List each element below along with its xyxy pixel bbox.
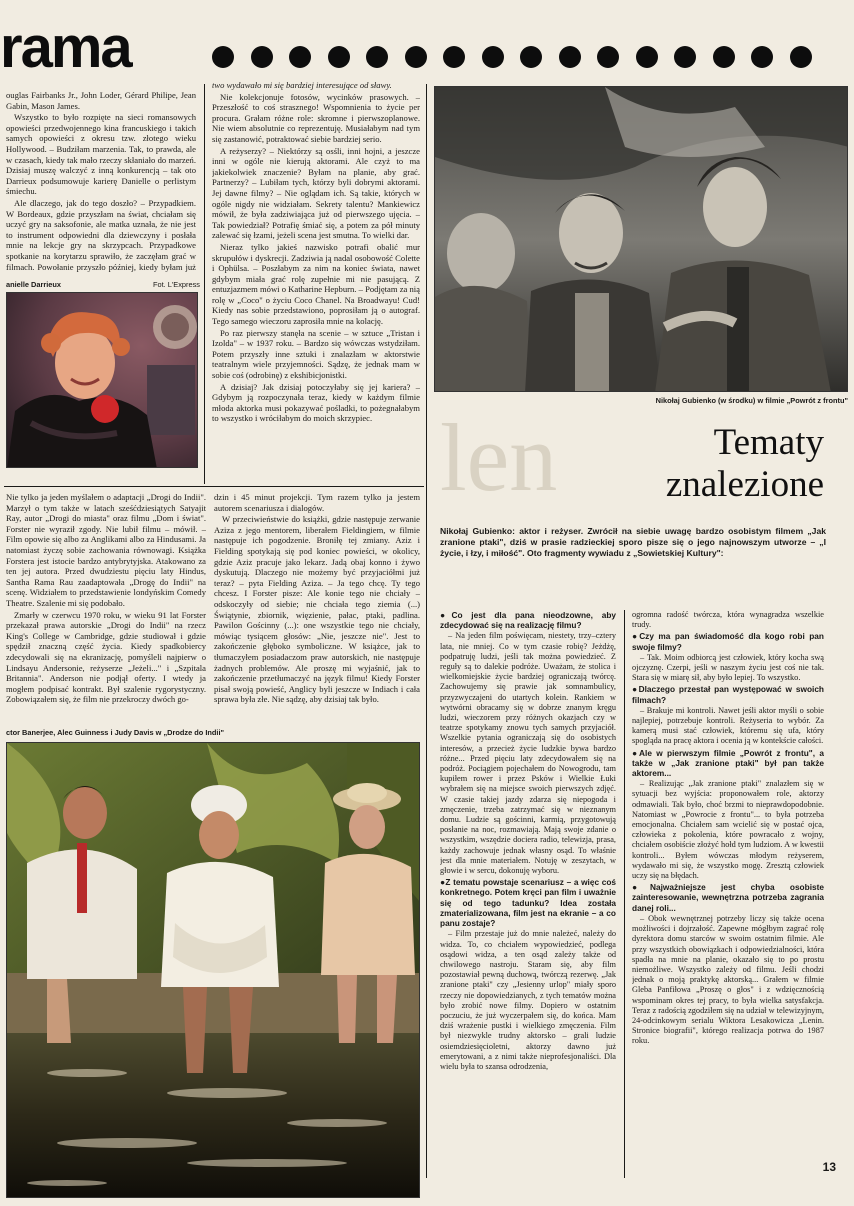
masthead-dots: [212, 46, 812, 70]
darrieux-photo-image: [7, 293, 198, 468]
passage-column-d: [214, 492, 420, 716]
body-paragraph: Po raz pierwszy stanęła na scenie – w sztuce „Tristan i Izolda" – w 1937 roku. – Bardzo się wówczas wstydziłam. Potem przyszły inne sztuki i znalazłam w aktorstwie teatralnym wiele przyjemności. Sądzę, że jednak mam w sobie coś (odrobinę) z ekshibicjonistki.: [212, 327, 420, 381]
dot-icon: [482, 46, 504, 68]
interview-answer: ogromna radość twórcza, która wynagradza wszelkie trudy.: [632, 610, 824, 630]
section-title: rama: [0, 15, 131, 80]
dot-icon: [790, 46, 812, 68]
dot-icon: [289, 46, 311, 68]
dot-icon: [636, 46, 658, 68]
gubienko-column-b: [632, 610, 824, 1160]
page-divider: [426, 84, 427, 1178]
body-paragraph: Ale dlaczego, jak do tego doszło? – Przypadkiem. W Bordeaux, gdzie przyszłam na świat, chciałam się uczyć gry na saksofonie, ale matka uznała, że nie jest to instrument odpowiedni dla dziewczyny i posłała mnie na lekcje gry na skrzypcach. Przypadkowe spotkanie na korytarzu sprawiło, że zaczęłam grać w filmach. Powołanie przyszło później, kiedy byłam już: [6, 197, 196, 272]
article-headline-line1: Tematy: [713, 422, 824, 463]
photo-caption: ctor Banerjee, Alec Guinness i Judy Davis w „Drodze do Indii": [6, 728, 225, 737]
body-paragraph: Nie tylko ja jeden myślałem o adaptacji „Drogi do Indii". Marzył o tym także w latach sześćdziesiątych Satyajit Ray, autor „Drogi do miasta" oraz filmu „Dom i świat". Forster nie wyraził zgody. Nie lubił filmu – mówił. – Film opowie się albo za Anglikami albo za Hindusami. Ja natomiast życzę sobie zachowania równowagi. Książka Forstera jest istocie bardzo antybrytyjska. Atakowano za ten jej autora. Przed dwudziestu pięciu laty Hindus, Santha Rama Rau zaadaptowała „Drogę do Indii" na scenę. Widziałem to przedstawienie londyńskim Comedy Theatre. Szalenie mi się podobało.: [6, 492, 206, 608]
column-divider: [624, 610, 625, 1178]
interview-question: ● Dlaczego przestał pan występować w swoich filmach?: [632, 684, 824, 704]
column-divider: [204, 84, 205, 484]
dot-icon: [443, 46, 465, 68]
horizontal-divider: [4, 486, 424, 487]
darrieux-photo: [6, 292, 198, 468]
article-headline-line2: znalezione: [665, 464, 824, 505]
dot-icon: [559, 46, 581, 68]
darrieux-column-1: [6, 90, 196, 274]
gubienko-photo: [434, 86, 848, 392]
dot-icon: [713, 46, 735, 68]
interview-answer: – Brakuje mi kontroli. Nawet jeśli aktor myśli o sobie najlepiej, potrzebuje kontroli. Reżyseria to wybór. Za kamerą musi stać człowiek, któremu się ufa, który spogląda na pracę aktora i ocenia ją w kontekście całości.: [632, 705, 824, 746]
body-paragraph: Zmarły w czerwcu 1970 roku, w wieku 91 lat Forster przekazał prawa autorskie „Drogi do Indii" na rzecz King's College w Cambridge, gdzie studiował i gdzie spędził znaczną część życia. Kiedy spadkobiercy zdecydowali się na ekranizację, pomyśleli najpierw o Lindsayu Andersonie, reżyserze „Jeżeli..." i „Szpitala Britannia". Anderson nie podjął oferty. I wtedy ja mogłem podpisać kontrakt. Był szalenie rygorystyczny. Zobowiązałem się, że film nie przekroczy dwóch go-: [6, 609, 206, 705]
body-paragraph: A dzisiaj? Jak dzisiaj potoczyłaby się jej kariera? – Gdybym ją rozpoczynała teraz, kiedy w każdym filmie młoda aktorka musi pokazywać pośladki, to pożegnałabym to wszystko i wróciłabym do moich skrzypiec.: [212, 381, 420, 424]
article-lead: Nikołaj Gubienko: aktor i reżyser. Zwrócił na siebie uwagę bardzo osobistym filmem „Jak zranione ptaki", dziś w prasie radzieckiej sporo pisze się o jego najnowszym utworze – „I życie, i łzy, i miłość". Oto fragmenty wywiadu z „Sowietskiej Kultury":: [440, 526, 826, 558]
body-paragraph: Wszystko to było rozpięte na sieci romansowych opowieści przedwojennego kina francuskiego i takich samych opowieści z okresu tzw. złotego wieku Hollywood. – Budziłam marzenia. Tak, to prawda, ale w czasach, kiedy tak mało rzeczy skłaniało do marzeń. Dzisiaj muszę walczyć z inną konkurencją – tak oto Darrieux podsumowuje karierę Danielle o perlistym śmiechu.: [6, 112, 196, 197]
body-paragraph: dzin i 45 minut projekcji. Tym razem tylko ja jestem autorem scenariusza i dialogów.: [214, 492, 420, 513]
photo-caption: Nikołaj Gubienko (w środku) w filmie „Powrót z frontu": [655, 396, 848, 405]
body-paragraph: ouglas Fairbanks Jr., John Loder, Gérard Philipe, Jean Gabin, Mason James.: [6, 90, 196, 111]
interview-answer: – Film przestaje już do mnie należeć, należy do widza. To, co chciałem wypowiedzieć, podlega osądowi widza, a ten osąd zależy także od chwilowego nastroju. Staram się, aby film pozostawiał pewną duchową, twórczą rezerwę. „Jak zranione ptaki" czy „Jesienny urlop" miały sporo rzeczy nie dopowiedzianych, z tych tematów można było zrobić nowe filmy. Dopiero w ostatnim poczuciu, że już wyczerpałem się, do końca. Mam dziś wrażenie pustki i wielkiego zmęczenia. Film był niezwykle trudny aktorsko – grali ludzie osiemdziesięcioletni, aktorzy dawno już emerytowani, a z nimi także nieprofesjonaliści. Dla wielu była to szansa odrodzenia,: [440, 929, 616, 1071]
dot-icon: [212, 46, 234, 68]
gubienko-photo-image: [435, 87, 848, 392]
body-paragraph: two wydawało mi się bardziej interesujące od sławy.: [212, 80, 392, 90]
interview-question: ● Co jest dla pana nieodzowne, aby zdecydować się na realizację filmu?: [440, 610, 616, 630]
body-paragraph: A reżyserzy? – Niektórzy są osśli, inni hojni, a jeszcze inni w ogóle nie kierują aktorami. Ale czyż to ma jakiekolwiek znaczenie? Byłam na planie, aby grać. Partnerzy? – Lubiłam tych, którzy byli dobrymi aktorami. Jej dawne filmy? – Nie oglądam ich. Są takie, których w ogóle nigdy nie widziałam. Sekrety talentu? Mankiewicz mówił, że była zadziwiająca już od pierwszego ujęcia. – Tak powiedział? Potrafię śmiać się, a potem za pół minuty zalewać się łzami, jeżeli scena jest smutna. To wielki dar.: [212, 145, 420, 241]
dot-icon: [751, 46, 773, 68]
body-paragraph: Nie kolekcjonuje fotosów, wycinków prasowych. – Przeszłość to coś strasznego! Wspomnienia to życie per procura. Grałam różne role: skromne i pierwszoplanowe. Nie wiem absolutnie co reprezentuję. Musiałabym nad tym się zastanowić, potraktować siebie bardziej serio.: [212, 91, 420, 144]
dot-icon: [328, 46, 350, 68]
dot-icon: [674, 46, 696, 68]
headline-watermark: len: [440, 404, 558, 511]
interview-answer: – Realizując „Jak zranione ptaki" znalazłem się w sytuacji bez wyjścia: proponowałem role, aktorzy odmawiali. Tak było, choć brzmi to nieprawdopodobnie. Natomiast w „Powrocie z frontu"... to była potrzeba emocjonalna. Chciałem sam wcielić się w postać ojca, człowieka z pokolenia, które powracało z wojny, chciałem osobiście złożyć hołd tym ludziom. A w kwestii kontroli... Byłem wówczas młodym reżyserem, wydawało mi się, że wszystko mogę. Zresztą człowiek uczy się na błędach.: [632, 779, 824, 881]
interview-question: ● Ale w pierwszym filmie „Powrót z frontu", a także w „Jak zranione ptaki" był pan także aktorem...: [632, 748, 824, 779]
page-number: 13: [822, 1160, 836, 1174]
dot-icon: [597, 46, 619, 68]
interview-answer: – Obok wewnętrznej potrzeby liczy się także ocena możliwości i dojrzałość. Zapewne mógłbym zagrać rolę dyrektora domu starców w swoim ostatnim filmie. Ale przy wszystkich obowiązkach i odpowiedzialności, która spadła na mnie na planie, okazało się to po prostu niemożliwe. Wszystko zależy od filmu. Jeśli chodzi jednak o moją praktykę aktorską... Grałem w filmie Gleba Panfiłowa „Proszę o głos" i z wdzięcznością wspominam okres tej pracy, to była wielka satysfakcja. Teraz z radością zgodziłem się na udział w telewizyjnym, 24-odcinkowym serialu Wiktora Lesakowicza „Lenin. Stronice biografii", którego realizacja potrwa do 1987 roku.: [632, 913, 824, 1046]
body-paragraph: Nieraz tylko jakieś nazwisko potrafi obalić mur skrupułów i dyskrecji. Zadziwia ją nadal osobowość Colette i Ophülsa. – Poszłabym za nim na koniec świata, nawet gdybym miała grać rolę zupełnie mi nie pasującą. Z entuzjazmem mówi o Katharine Hepburn. – Podjętam za nią rolę w „Coco" o życiu Coco Chanel. Na Broadwayu! Cud! Kiedy nas sobie przedstawiono, poprosiłam ją o autograf. Tego samego wieczoru zaprosiła mnie na kolację.: [212, 241, 420, 327]
dot-icon: [405, 46, 427, 68]
interview-question: ● Czy ma pan świadomość dla kogo robi pan swoje filmy?: [632, 631, 824, 651]
dot-icon: [251, 46, 273, 68]
interview-question: ● Z tematu powstaje scenariusz – a więc coś konkretnego. Potem kręci pan film i uważnie się od tego tadunku? Idea została zmaterializowana, film jest na ekranie – a co panu zostaje?: [440, 877, 616, 928]
interview-answer: – Na jeden film poświęcam, niestety, trzy–cztery lata, nie mniej. Co w tym czasie robię? Jeżdżę, podpatruję ludzi, jeśli tak można powiedzieć. Z reguły są to dalekie podróże. Uważam, że stolica i wielkomiejskie życie bardziej ograniczają twórcę. Zachowujemy się prawie jak somnambulicy, przyzwyczajeni do utartych kolein. Rankiem w wytwórni obracamy się w dobrze znanym kręgu ludzi, wieczorem przy różnych okazjach czy w teatrze spotykamy znowu tych samych przyjaciół. Wszelkie pytania ograniczają się do osobistych interesów, a przecież życie ludzkie bywa bardzo różne... Przed pięciu laty zdecydowałem się na podróż. Pociągiem pojechałem do Nowogrodu, tam kupiłem rower i przez Psków i Wielkie Łuki wybrałem się na miejsce swoich pierwszych zdjęć. W czasie takiej jazdy zdarza się niepogoda i zmęczenie, trzeba zatrzymać się w nieznanym domu. Ludzie są gościnni, karmią, przygotowują posłanie na noc, rozmawiają. Mają swoje zdanie o wszystkim, wszędzie dociera radio, telewizja, prasa, każdy zachowuje jednak własny osąd. To właśnie jest dla mnie materiałem. Notuję w zeszytach, w głowie i w sercu, dokonuję wyboru.: [440, 631, 616, 876]
interview-question: ● Najważniejsze jest chyba osobiste zainteresowanie, wewnętrzna potrzeba zagrania danej roli...: [632, 882, 824, 913]
photo-credit: Fot. L'Express: [152, 280, 200, 289]
passage-column-c: [6, 492, 206, 716]
dot-icon: [366, 46, 388, 68]
interview-answer: – Tak. Moim odbiorcą jest człowiek, który kocha swą ojczyznę. Czerpi, jeśli w naszym życiu jest coś nie tak. Stara się w miarę sił, aby było lepiej. To wszystko.: [632, 652, 824, 683]
dot-icon: [520, 46, 542, 68]
passage-to-india-image: [7, 743, 420, 1198]
darrieux-column-2: [212, 80, 420, 478]
passage-to-india-photo: [6, 742, 420, 1198]
body-paragraph: W przeciwieństwie do książki, gdzie następuje zerwanie Aziza z jego mentorem, liberałem Fieldingiem, w filmie następuje ich pogodzenie. Broniłę tej zmiany. Aziz i Fielding spotykają się pod koniec powieści, w okolicy, gdzie Aziz pracuje jako lekarz. Jadą obaj konno i żywo dyskutują. Dlaczego nie możemy być przyjaciółmi już teraz? – pyta Fielding Aziza. – Ja tego chcę. Ty tego chcesz. I Forster pisze: Ale konie tego nie chciały – odskoczyły od siebie; nie chciała tego ziemia (...) Świątynie, zbiornik, więzienie, pałac, ptaki, padlina. Pawilon Gościnny (...): one wszystkie tego nie chciały, mówiąc tysiącem głosów: „Nie, jeszcze nie". Jest to zakończenie głęboko symboliczne. W książce, jak to tłumaczyłem posiadaczom praw autorskich, nie następuje żadnych problemów. Ale proszę mi wyjaśnić, jak to zakończenie przetłumaczyć na język filmu! Kiedy Forster pisał swoją powieść, Anglicy byli jeszcze w Indiach i cała sprawa była złe. Nie sądzę, aby dzisiaj tak było.: [214, 514, 420, 705]
gubienko-column-a: [440, 610, 616, 1178]
photo-caption-name: anielle Darrieux: [6, 280, 62, 289]
